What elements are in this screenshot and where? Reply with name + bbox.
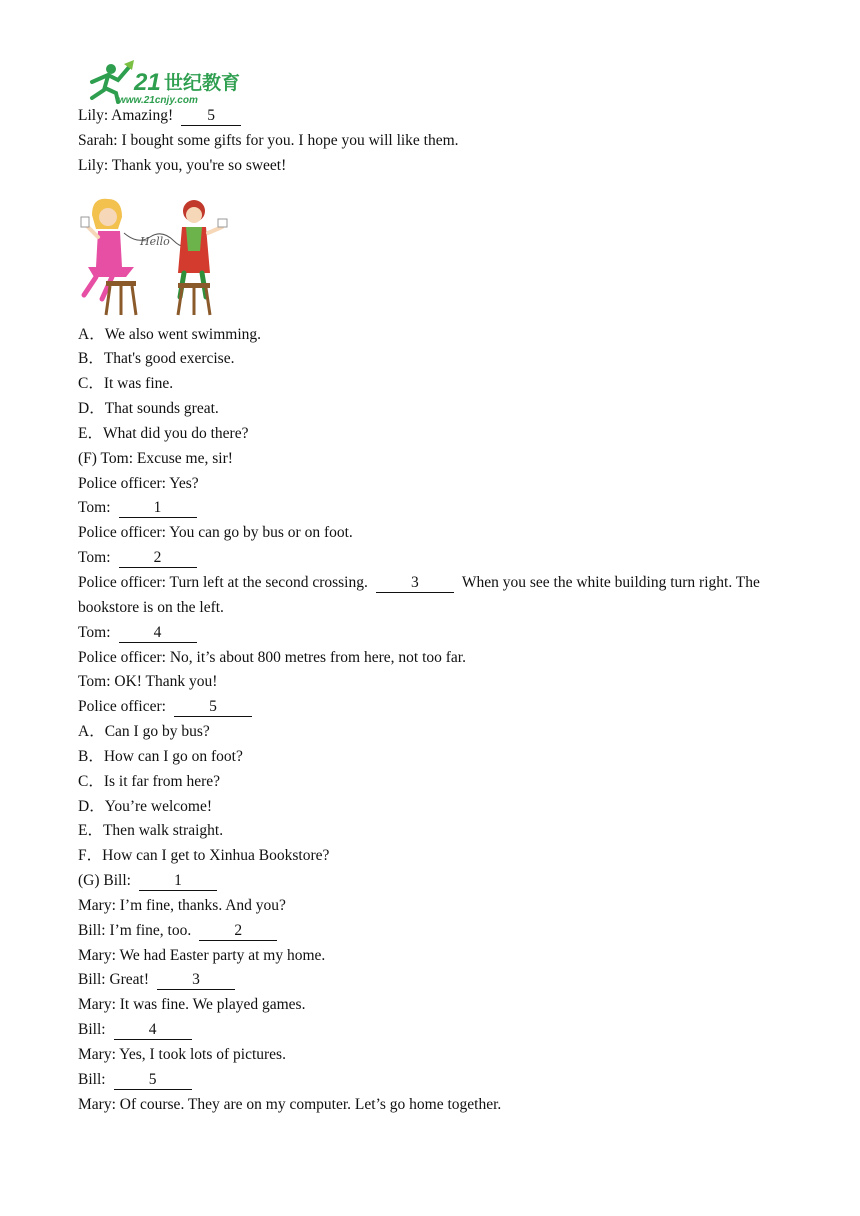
answer-blank[interactable]: 1 [119,499,197,518]
option-item: D．You’re welcome! [78,797,213,815]
dialogue-line: Mary: It was fine. We played games. [78,996,306,1014]
option-item: A．We also went swimming. [78,325,262,343]
logo-chinese-text: 世纪教育 [164,72,241,94]
answer-blank[interactable]: 5 [174,698,252,717]
dialogue-line: Mary: I’m fine, thanks. And you? [78,896,286,914]
dialogue-line: Police officer: You can go by bus or on foot. [78,524,353,542]
section-f-heading-line: (F) Tom: Excuse me, sir! [78,449,233,467]
dialogue-line: Bill: 5 [78,1068,778,1093]
answer-blank[interactable]: 2 [199,922,277,941]
girls-on-phone-illustration [78,189,778,317]
girl-right-figure [178,200,227,315]
dialogue-line: Mary: Of course. They are on my computer. Let’s go home together. [78,1095,502,1113]
answer-blank[interactable]: 5 [114,1071,192,1090]
option-item: C．Is it far from here? [78,772,221,790]
dialogue-line: Police officer: 5 [78,695,778,720]
hello-scribble: Hello [140,234,170,248]
document-body [78,104,778,1118]
option-item: E．Then walk straight. [78,822,224,840]
answer-blank[interactable]: 2 [119,549,197,568]
dialogue-line: Bill: Great! 3 [78,968,778,993]
dialogue-line: Tom: 4 [78,621,778,646]
option-item: F．How can I get to Xinhua Bookstore? [78,847,330,865]
dialogue-line: Police officer: Turn left at the second crossing. 3 When you see the white building turn right. The bookstore is on the left. [78,573,760,616]
dialogue-line: Police officer: Yes? [78,474,199,492]
option-item: B．That's good exercise. [78,350,235,368]
dialogue-line: Mary: Yes, I took lots of pictures. [78,1046,286,1063]
dialogue-line: Lily: Amazing! 5 [78,104,778,129]
dialogue-line: Police officer: No, it’s about 800 metres from here, not too far. [78,648,466,666]
site-logo [78,60,248,106]
option-item: D．That sounds great. [78,400,219,418]
dialogue-line: Mary: We had Easter party at my home. [78,946,326,964]
logo-numeral: 21 [134,69,161,96]
logo-url: www.21cnjy.com [118,95,198,106]
answer-blank[interactable]: 3 [157,971,235,990]
option-item: C．It was fine. [78,375,174,393]
answer-blank[interactable]: 4 [119,624,197,643]
answer-blank[interactable]: 3 [376,574,454,593]
answer-blank[interactable]: 5 [181,107,241,126]
dialogue-line: Tom: 1 [78,496,778,521]
dialogue-line: Bill: I’m fine, too. 2 [78,919,778,944]
dialogue-line: Lily: Thank you, you're so sweet! [78,156,287,174]
girl-left-figure [81,198,136,314]
option-item: B．How can I go on foot? [78,747,243,765]
runner-logo-icon [78,60,248,106]
section-g-heading-line: (G) Bill: 1 [78,869,778,894]
dialogue-line: Sarah: I bought some gifts for you. I hope you will like them. [78,131,459,149]
dialogue-line: Tom: OK! Thank you! [78,673,218,691]
dialogue-line: Tom: 2 [78,546,778,571]
answer-blank[interactable]: 4 [114,1021,192,1040]
option-item: E．What did you do there? [78,424,249,442]
dialogue-line: Bill: 4 [78,1018,778,1043]
option-item: A．Can I go by bus? [78,723,210,741]
answer-blank[interactable]: 1 [139,872,217,891]
